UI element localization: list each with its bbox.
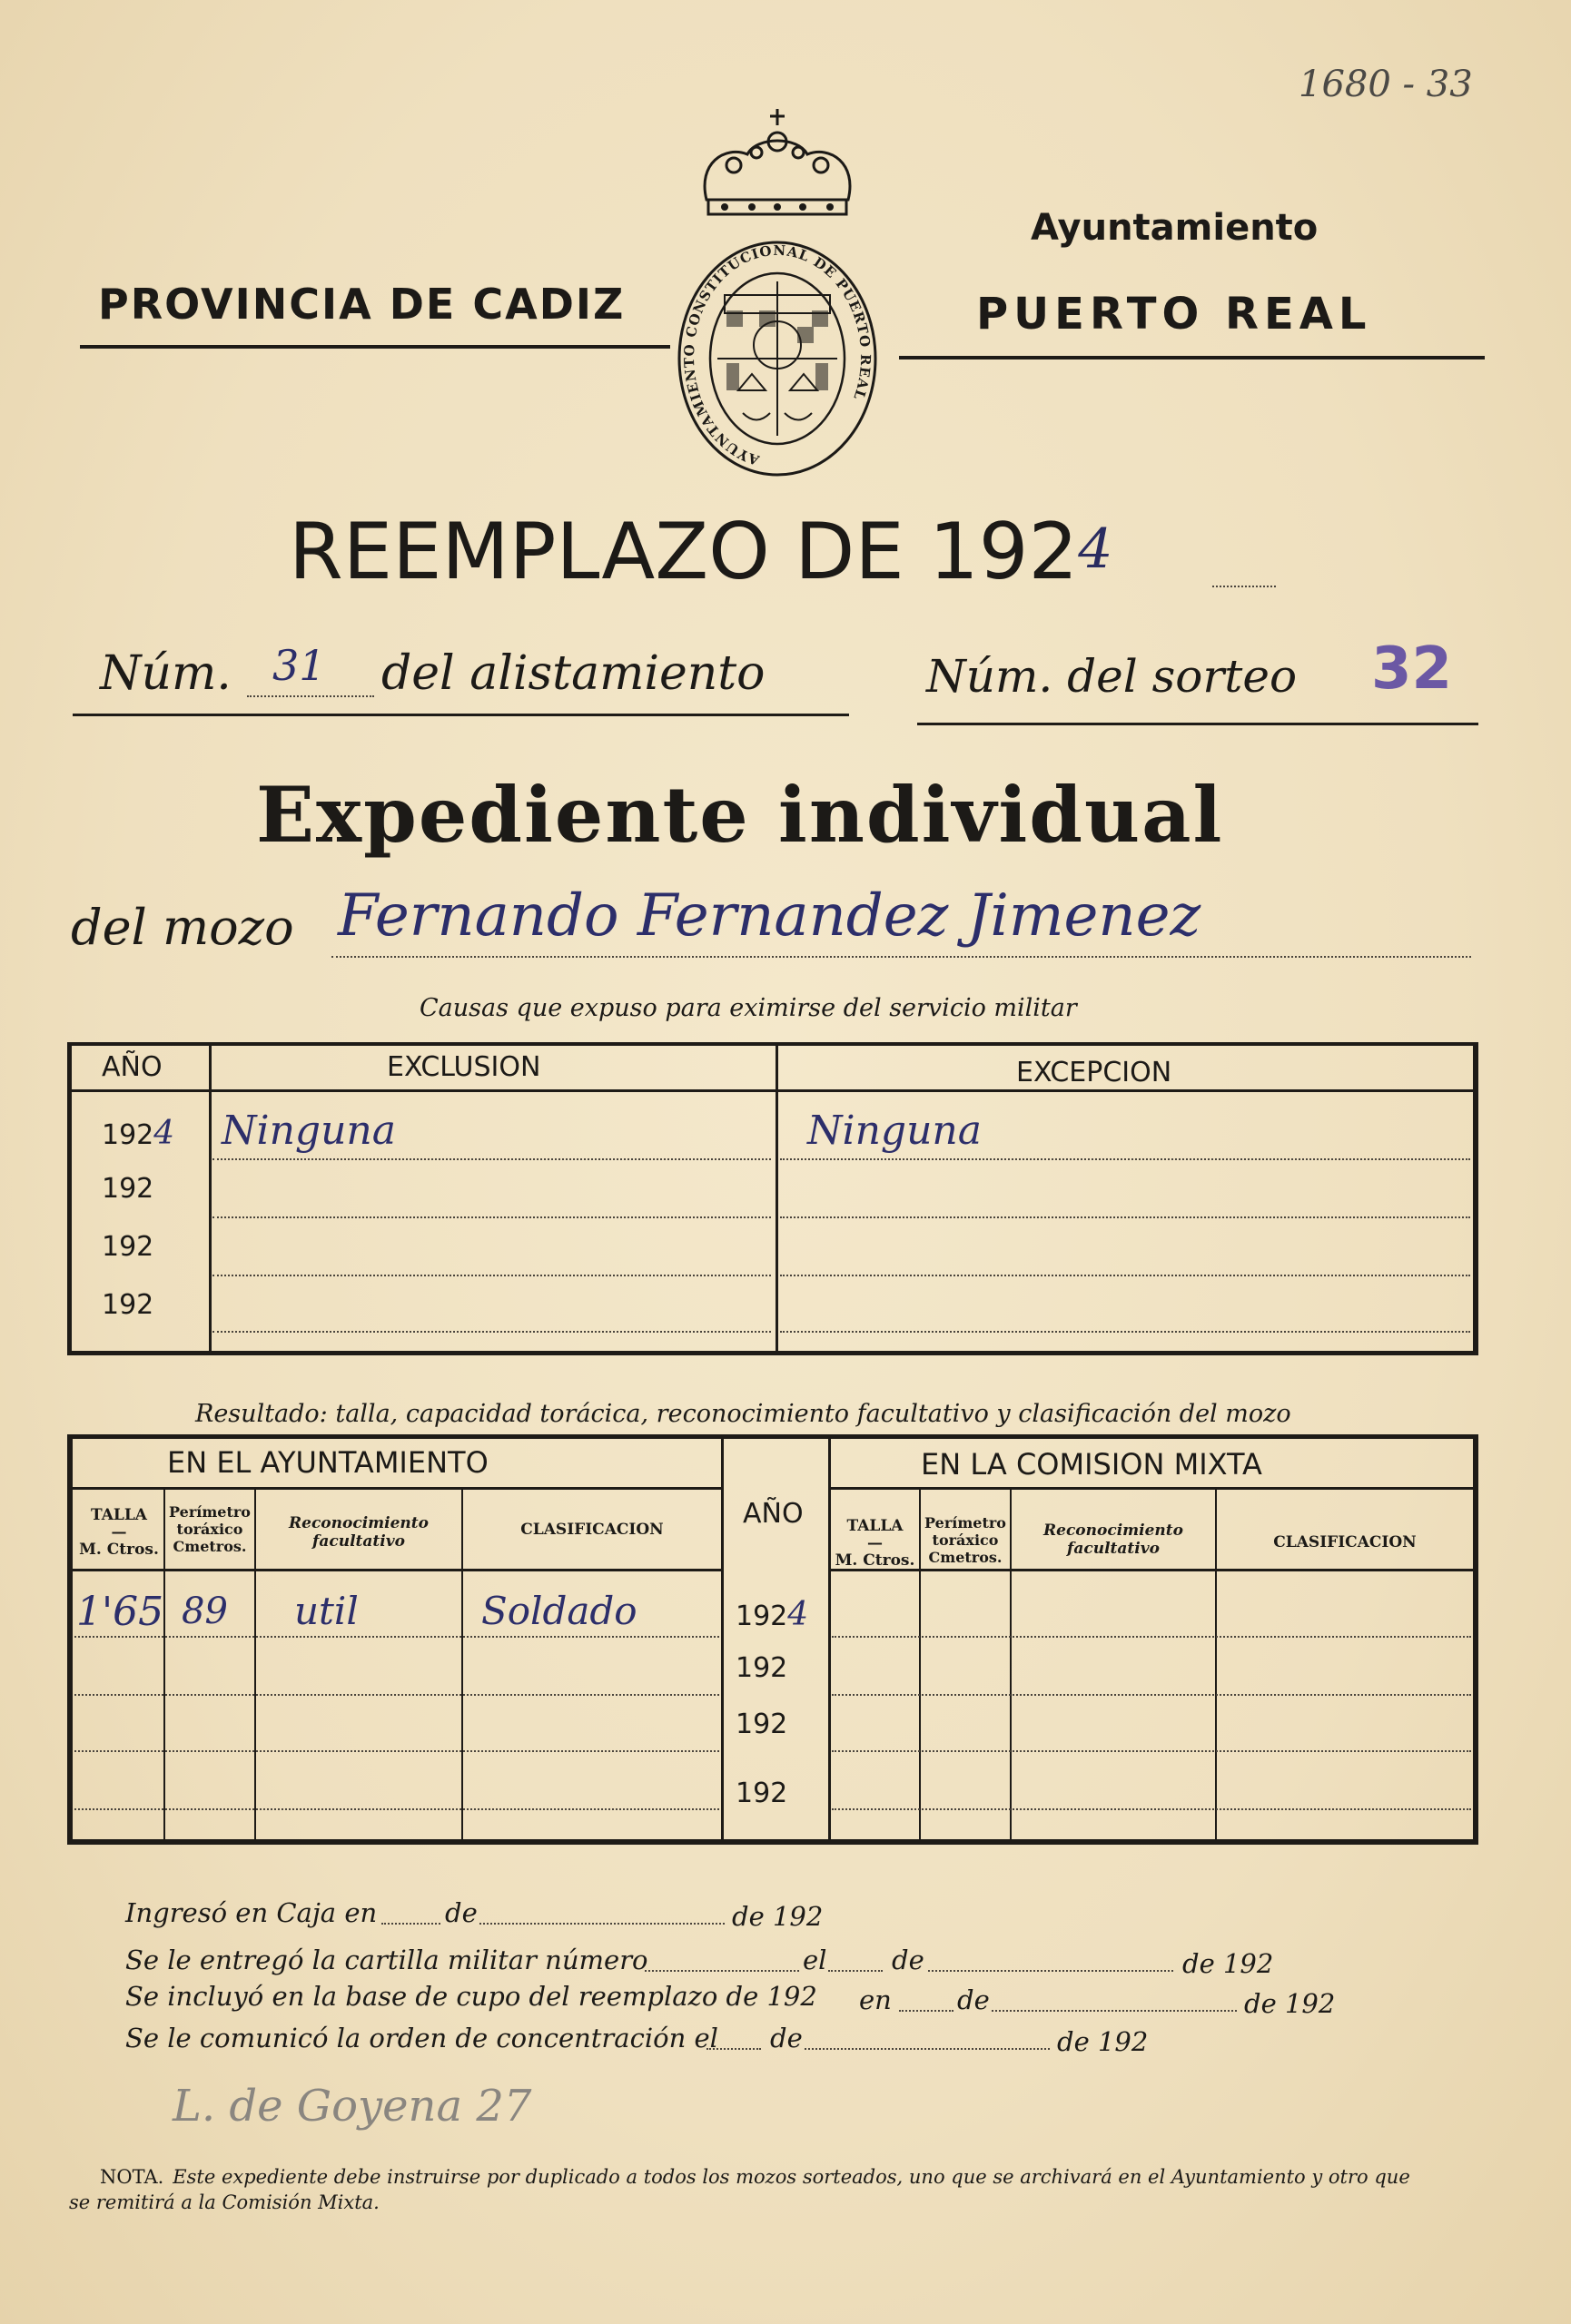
causas-year: 192 (102, 1173, 154, 1205)
perimetro-header: Perímetro toráxico Cmetros. (169, 1503, 251, 1555)
comision-section-title: EN LA COMISION MIXTA (921, 1447, 1262, 1482)
resultado-year-digit: 4 (787, 1596, 809, 1633)
alistamiento-num-value: 31 (272, 641, 326, 690)
perimetro-value: 89 (182, 1590, 228, 1632)
reemplazo-digit-line (1212, 586, 1276, 587)
nota-text-1: Este expediente debe instruirse por duplicado a todos los mozos sorteados, uno que se archivará en el Ayuntamiento y otro que (173, 2166, 1410, 2188)
causas-header-ano: AÑO (102, 1051, 163, 1083)
alistamiento-label: del alistamiento (381, 646, 766, 701)
document-page: 1680 - 33 PROVINCIA DE CADIZ Ayuntamiento PUERTO REAL AYUNTAMIENTO CONSTITUCIONAL DE PUERTO REAL REEMPLAZO DE 1924 Núm. 31 del alistamiento Núm. del sorteo 32 Expediente individual del mozo Fernando Fernandez Jimenez Causas que expuso para eximirse del servicio militar AÑO EXCLUSION EXCEPCION 1924 Ninguna Ninguna 192 192 192 Resultado: talla, capacidad torácica, reconocimiento facultativo y clasificación del mozo EN EL AYUNTAMIENTO EN LA COMISION MIXTA AÑO TALLA — M. Ctros. Perímetro toráxico Cmetros. Reconocimiento facultativo CLASIFICACION TALLA — M. Ctros. Perímetro toráxico Cmetros. Reconocimiento facultativo CLASIFICACION 1'65 89 util Soldado 1924 192 192 192 Ingresó en Caja en de de 192 Se le entregó la cartilla militar número el de de 192 Se incluyó en la base de cupo del reemplazo de 192 en de de 192 Se le comunicó la orden de concentración el de de 192 L. de Goyena 27 NOTA. Este expediente debe instruirse por duplicado a todos los mozos sorteados, uno que se archivará en el Ayuntamiento y otro que se remitirá a la Comisión Mixta. (0, 0, 1571, 2324)
clasificacion-header: CLASIFICACION (520, 1521, 664, 1539)
mozo-label: del mozo (71, 899, 294, 956)
causas-caption: Causas que expuso para eximirse del servicio militar (420, 994, 1077, 1022)
talla-value: 1'65 (76, 1589, 164, 1635)
talla-header-mixta: TALLA — M. Ctros. (835, 1517, 915, 1570)
sorteo-value: 32 (1371, 635, 1453, 703)
causas-year: 192 (102, 1119, 154, 1151)
mozo-name: Fernando Fernandez Jimenez (338, 882, 1201, 950)
nota-label: NOTA. (100, 2166, 164, 2188)
reemplazo-prefix: REEMPLAZO DE 192 (289, 507, 1079, 597)
resultado-caption: Resultado: talla, capacidad torácica, reconocimiento facultativo y clasificación del mozo (195, 1400, 1291, 1428)
document-title: Expediente individual (256, 770, 1224, 860)
header-rule-right (899, 356, 1485, 359)
archive-reference: 1680 - 33 (1299, 64, 1473, 105)
causas-excepcion: Ninguna (807, 1108, 982, 1154)
header-rule-left (80, 345, 670, 349)
mozo-line (331, 956, 1471, 958)
reemplazo-year-digit: 4 (1078, 517, 1113, 581)
causas-year: 192 (102, 1231, 154, 1263)
resultado-table (67, 1434, 1478, 1845)
reemplazo-heading (289, 507, 1112, 597)
causas-exclusion: Ninguna (222, 1108, 396, 1154)
sorteo-rule (917, 723, 1478, 725)
provincia-heading: PROVINCIA DE CADIZ (98, 280, 626, 329)
reconocimiento-value: util (294, 1589, 359, 1633)
resultado-year: 192 (736, 1652, 788, 1684)
alistamiento-rule (73, 714, 849, 716)
resultado-year: 192 (736, 1600, 788, 1632)
municipal-seal (670, 100, 884, 481)
ayuntamiento-section-title: EN EL AYUNTAMIENTO (167, 1445, 489, 1480)
causas-year-digit: 4 (153, 1115, 175, 1152)
clasificacion-value: Soldado (481, 1589, 637, 1633)
resultado-year: 192 (736, 1709, 788, 1740)
ayuntamiento-label: Ayuntamiento (1031, 207, 1319, 249)
alistamiento-num-label: Núm. (100, 646, 232, 701)
talla-header: TALLA — M. Ctros. (79, 1506, 159, 1559)
reconocimiento-header-mixta: Reconocimiento facultativo (1043, 1521, 1183, 1558)
clasificacion-header-mixta: CLASIFICACION (1273, 1533, 1417, 1551)
perimetro-header-mixta: Perímetro toráxico Cmetros. (924, 1514, 1006, 1566)
seal-inscription: AYUNTAMIENTO CONSTITUCIONAL DE PUERTO REAL (680, 241, 874, 469)
ayuntamiento-name: PUERTO REAL (976, 289, 1372, 340)
nota-text-2: se remitirá a la Comisión Mixta. (69, 2191, 380, 2213)
nota-block (69, 2166, 1486, 2213)
causas-table (67, 1042, 1478, 1354)
sorteo-label: Núm. del sorteo (926, 650, 1298, 703)
causas-header-exclusion: EXCLUSION (387, 1051, 541, 1083)
reconocimiento-header: Reconocimiento facultativo (289, 1514, 429, 1551)
resultado-ano-header: AÑO (743, 1498, 804, 1530)
pencil-note: L. de Goyena 27 (173, 2081, 532, 2132)
causas-header-excepcion: EXCEPCION (1016, 1057, 1172, 1088)
causas-year: 192 (102, 1289, 154, 1321)
alistamiento-num-line (247, 695, 374, 697)
resultado-year: 192 (736, 1777, 788, 1809)
